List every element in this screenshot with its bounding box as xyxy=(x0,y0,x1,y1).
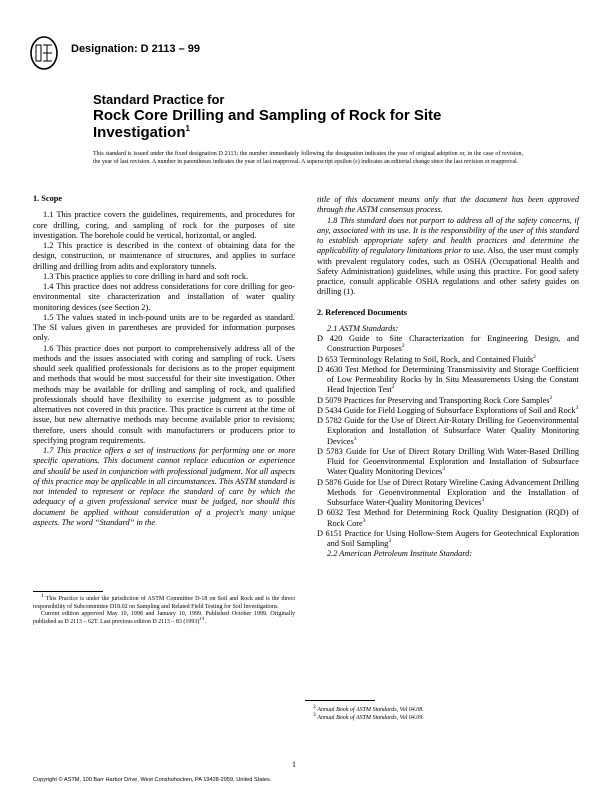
right-column xyxy=(317,195,579,560)
page-title: Rock Core Drilling and Sampling of Rock for Site Investigation$^1$ xyxy=(93,107,442,141)
paragraph-1-3: 1.3 This practice applies to core drilling in hard and soft rock. xyxy=(43,271,249,281)
footnote-rule-right xyxy=(305,700,375,701)
paragraph-1-4: 1.4 This practice does not address considerations for core drilling for geo-environmental site characterization and installation of water quality monitoring devices (see Section 2). xyxy=(33,282,295,312)
footnotes-left xyxy=(33,591,295,626)
paragraph-1-1: 1.1 This practice covers the guidelines, requirements, and procedures for core drilling, coring, and sampling of rock for the purposes of site investigation. The borehole could be vertical, horizontal, or angled. xyxy=(33,210,295,240)
reference-item: D 6032 Test Method for Determining Rock Quality Designation (RQD) of Rock Core$^3$ xyxy=(317,508,579,528)
paragraph-1-2: 1.2 This practice is described in the context of obtaining data for the design, construction, or maintenance of structures, and applies to surface drilling and drilling from adits and exploratory tunnels. xyxy=(33,241,295,271)
copyright: Copyright © ASTM, 100 Barr Harbor Drive, West Conshohocken, PA 19428-2959, United States. xyxy=(33,777,272,783)
page-number: 1 xyxy=(292,760,296,769)
astm-logo xyxy=(30,36,58,70)
paragraph-1-5: 1.5 The values stated in inch-pound units are to be regarded as standard. The SI values given in parentheses are provided for information purposes only. xyxy=(33,312,295,343)
reference-item: D 5876 Guide for Use of Direct Rotary Wireline Casing Advancement Drilling Methods for Geoenvironmental Exploration and the Installation of Subsurface Water-Quality Monitoring Devices$^3$ xyxy=(317,477,579,507)
paragraph-1-7: 1.7 This practice offers a set of instructions for performing one or more specific operations. This document cannot replace education or experience and should be used in conjunction with professional judgment. Not all aspects of this practice may be applicable in all circumstances. This ASTM standard is not intended to represent or replace the standard of care by which the adequacy of a given professional service must be judged, nor should this document be applied without consideration of a project's many unique aspects. The word “Standard” in the xyxy=(33,446,295,527)
reference-item: D 4630 Test Method for Determining Transmissivity and Storage Coefficient of Low Permeability Rocks by In Situ Measurements Using the Constant Head Injection Test$^2$ xyxy=(317,364,579,395)
issued-note: This standard is issued under the fixed designation D 2113; the number immediately following the designation indicates the year of original adoption or, in the case of revision, the year of last revision. A number in parentheses indicates the year of last reapproval. A superscript epsilon (ε) indicates an editorial change since the last revision or reapproval. xyxy=(93,151,523,166)
title-block xyxy=(93,92,533,141)
footnote-1: $^1$ This Practice is under the jurisdiction of ASTM Committee D-18 on Soil and Rock and is the direct responsibility of Subcommittee D18.02 on Sampling and Related Field Testing for Soil Investigations. xyxy=(33,593,295,610)
reference-item: D 5782 Guide for the Use of Direct Air-Rotary Drilling for Geoenvironmental Exploration and Installation of Subsurface Water Quality Monitoring Devices$^3$ xyxy=(317,416,579,446)
reference-item: D 5434 Guide for Field Logging of Subsurface Explorations of Soil and Rock$^3$ xyxy=(317,404,579,415)
footnote-rule xyxy=(33,591,103,592)
reference-item: D 420 Guide to Site Characterization for Engineering Design, and Construction Purposes$^2$ xyxy=(317,334,579,354)
reference-item: D 5783 Guide for Use of Direct Rotary Drilling With Water-Based Drilling Fluid for Geoenvironmental Exploration and Installation of Subsurface Water Quality Monitoring Devices$^3$ xyxy=(317,446,579,477)
reference-item: D 653 Terminology Relating to Soil, Rock, and Contained Fluids$^2$ xyxy=(317,353,536,364)
footnotes-right xyxy=(305,700,567,722)
paragraph-1-6: 1.6 This practice does not purport to comprehensively address all of the methods and the issues associated with coring and sampling of rock. Users should seek qualified professionals for decisions as to the proper equipment and methods that would be most successful for their site investigation. Other methods may be available for drilling and sampling of rock, and qualified professionals should have flexibility to exercise judgment as to possible alternatives not covered in this practice. This practice is current at the time of issue, but new alternative methods may become available prior to revisions; therefore, users should consult with manufacturers or producers prior to specifying program requirements. xyxy=(33,343,295,445)
approval-note: Current edition approved May 10, 1998 and January 10, 1999. Published October 1999. Originally published as D 2113 – 62T. Last previous edition D 2113 – 83 $(1993)^{\varepsilon 1}$. xyxy=(33,611,295,625)
paragraph-1-8: 1.8 This standard does not purport to address all of the safety concerns, if any, associated with its use. It is the responsibility of the user of this standard to establish appropriate safety and health practices and determine the applicability of regulatory limitations prior to use. Also, the user must comply with prevalent regulatory codes, such as OSHA (Occupational Health and Safety Administration) guidelines, while using this practice. For good safety practice, consult applicable OSHA regulations and other safety guides on drilling (1). xyxy=(317,215,579,297)
paragraph-1-7-cont: title of this document means only that the document has been approved through the ASTM consensus process. xyxy=(317,195,579,215)
referenced-documents-heading: 2. Referenced Documents xyxy=(317,307,407,317)
footnote-2: $^2$ Annual Book of ASTM Standards, Vol 04.08. xyxy=(313,704,424,713)
designation: Designation: D 2113 – 99 xyxy=(71,43,200,55)
astm-standards-subheading: 2.1 ASTM Standards: xyxy=(327,323,399,333)
reference-item: D 6151 Practice for Using Hollow-Stem Augers for Geotechnical Exploration and Soil Sampling$^3$ xyxy=(317,528,579,548)
reference-item: D 5079 Practices for Preserving and Transporting Rock Core Samples$^2$ xyxy=(317,394,553,405)
left-column xyxy=(33,194,295,528)
api-standard-subheading: 2.2 American Petroleum Institute Standard: xyxy=(327,549,473,559)
footnote-3: $^3$ Annual Book of ASTM Standards, Vol 04.09. xyxy=(313,712,424,721)
title-pre: Standard Practice for xyxy=(93,92,225,107)
reference-list xyxy=(317,334,579,549)
scope-heading: 1. Scope xyxy=(33,194,63,203)
